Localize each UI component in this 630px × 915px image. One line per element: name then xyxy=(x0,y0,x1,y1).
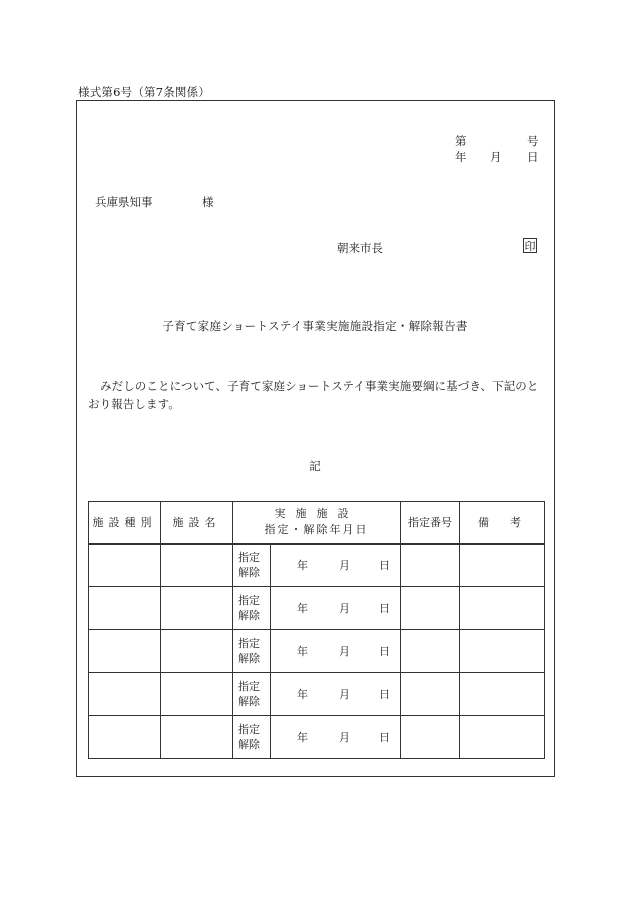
date-cell[interactable] xyxy=(271,544,401,587)
designate-cancel-cell[interactable] xyxy=(233,673,271,716)
header-date xyxy=(233,502,401,544)
facility-table xyxy=(88,501,545,759)
table-row xyxy=(89,673,545,716)
designate-cancel-cell[interactable] xyxy=(233,630,271,673)
facility-kind-cell[interactable] xyxy=(89,544,161,587)
seal-mark: 印 xyxy=(524,240,536,253)
table-row xyxy=(89,630,545,673)
day-label: 日 xyxy=(379,602,390,615)
year-label: 年 xyxy=(297,559,308,573)
facility-kind-cell[interactable] xyxy=(89,716,161,759)
header-facility-kind: 施設種別 xyxy=(89,502,161,544)
body-paragraph: みだしのことについて、子育て家庭ショートステイ事業実施要綱に基づき、下記のとおり報告します。 xyxy=(88,379,539,411)
remarks-cell[interactable] xyxy=(460,630,545,673)
header-date-line1: 実施施設 xyxy=(274,507,359,521)
month-label: 月 xyxy=(339,602,350,615)
table-row xyxy=(89,587,545,630)
facility-name-cell[interactable] xyxy=(161,673,233,716)
number-prefix: 第 xyxy=(455,134,467,148)
designate-cancel-cell[interactable] xyxy=(233,587,271,630)
year-label: 年 xyxy=(297,645,308,658)
year-label: 年 xyxy=(297,731,308,744)
header-designation-number: 指定番号 xyxy=(401,502,460,544)
date-cell[interactable] xyxy=(271,716,401,759)
year-label: 年 xyxy=(297,688,308,701)
year-label: 年 xyxy=(297,602,308,615)
designation-number-cell[interactable] xyxy=(401,716,460,759)
facility-name-cell[interactable] xyxy=(161,716,233,759)
month-label: 月 xyxy=(339,688,350,701)
day-label: 日 xyxy=(379,645,390,658)
designation-number-cell[interactable] xyxy=(401,544,460,587)
table-header-row xyxy=(89,502,545,544)
designate-label: 指定 xyxy=(238,723,260,736)
remarks-cell[interactable] xyxy=(460,673,545,716)
date-cell[interactable] xyxy=(271,673,401,716)
date-month-label: 月 xyxy=(490,150,502,164)
designate-label: 指定 xyxy=(238,680,260,693)
designation-number-cell[interactable] xyxy=(401,673,460,716)
remarks-cell[interactable] xyxy=(460,544,545,587)
cancel-label: 解除 xyxy=(238,695,260,708)
number-suffix: 号 xyxy=(527,134,539,148)
facility-name-cell[interactable] xyxy=(161,630,233,673)
document-title: 子育て家庭ショートステイ事業実施施設指定・解除報告書 xyxy=(162,319,468,333)
designate-cancel-cell[interactable] xyxy=(233,716,271,759)
ki-heading: 記 xyxy=(309,459,321,473)
date-year-label: 年 xyxy=(455,150,467,164)
designate-cancel-cell[interactable] xyxy=(233,544,271,587)
day-label: 日 xyxy=(379,559,390,573)
month-label: 月 xyxy=(339,559,350,573)
day-label: 日 xyxy=(379,731,390,744)
designate-label: 指定 xyxy=(238,637,260,650)
facility-kind-cell[interactable] xyxy=(89,673,161,716)
addressee-honorific: 様 xyxy=(202,195,214,209)
cancel-label: 解除 xyxy=(238,738,260,751)
cancel-label: 解除 xyxy=(238,652,260,665)
remarks-cell[interactable] xyxy=(460,716,545,759)
date-cell[interactable] xyxy=(271,630,401,673)
remarks-cell[interactable] xyxy=(460,587,545,630)
month-label: 月 xyxy=(339,645,350,658)
cancel-label: 解除 xyxy=(238,609,260,622)
designate-label: 指定 xyxy=(238,594,260,607)
sender-name: 朝来市長 xyxy=(337,241,383,255)
designation-number-cell[interactable] xyxy=(401,587,460,630)
table-row xyxy=(89,716,545,759)
facility-name-cell[interactable] xyxy=(161,544,233,587)
day-label: 日 xyxy=(379,688,390,701)
facility-kind-cell[interactable] xyxy=(89,630,161,673)
cancel-label: 解除 xyxy=(238,566,260,580)
month-label: 月 xyxy=(339,731,350,744)
designate-label: 指定 xyxy=(238,551,260,565)
header-remarks: 備 考 xyxy=(460,502,545,544)
facility-name-cell[interactable] xyxy=(161,587,233,630)
addressee-name: 兵庫県知事 xyxy=(95,195,153,209)
designation-number-cell[interactable] xyxy=(401,630,460,673)
header-facility-name: 施設名 xyxy=(161,502,233,544)
date-day-label: 日 xyxy=(527,150,539,164)
form-number-label: 様式第6号（第7条関係） xyxy=(78,85,211,99)
header-date-line2: 指定・解除年月日 xyxy=(264,523,369,537)
date-cell[interactable] xyxy=(271,587,401,630)
facility-kind-cell[interactable] xyxy=(89,587,161,630)
table-row xyxy=(89,544,545,587)
